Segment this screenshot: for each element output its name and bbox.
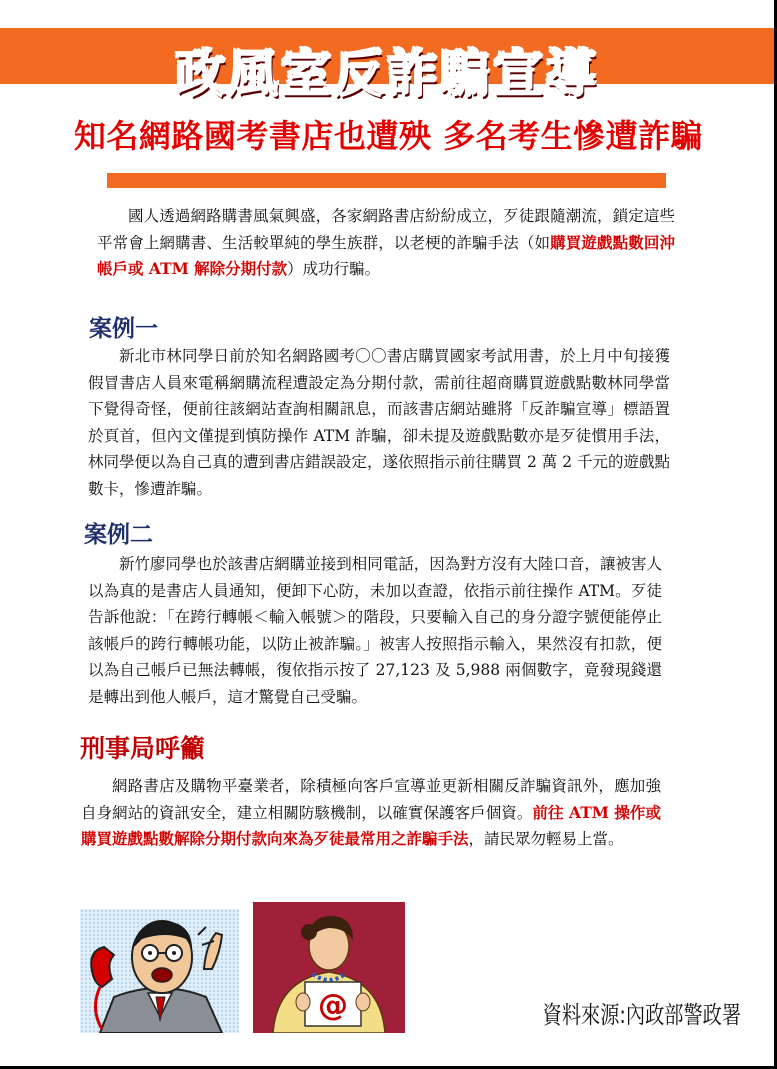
banner-title: 政風室反詐騙宣導 — [175, 45, 599, 103]
title-banner — [0, 28, 774, 103]
case2-heading: 案例二 — [84, 522, 153, 548]
case2-paragraph: 新竹廖同學也於該書店網購並接到相同電話，因為對方沒有大陸口音，讓被害人以為真的是書店人員通知，便卸下心防，未加以查證，依指示前往操作 ATM。歹徒告訴他說：「在跨行轉帳＜輸入帳號＞的階段，只要輸入自己的身分證字號便能停止該帳戶的跨行轉帳功能，以防止被詐騙。」被害人按照指示輸入，果然沒有扣款，便以為自己帳戶已無法轉帳，復依指示按了 27,123 及 5,988 兩個數字，竟發現錢還是轉出到他人帳戶，這才驚覺自己受騙。 — [88, 555, 662, 706]
cib-heading: 刑事局呼籲 — [80, 734, 206, 763]
cib-text-before: 網路書店及購物平臺業者，除積極向客戶宣導並更新相關反詐騙資訊外，應加強自身網站的資訊安全，建立相關防駭機制，以確實保護客戶個資。 — [81, 777, 661, 822]
intro-text-after: ）成功行騙。 — [287, 260, 381, 278]
headline: 知名網路國考書店也遭殃 多名考生慘遭詐騙 — [73, 117, 704, 155]
cib-text-after: ，請民眾勿輕易上當。 — [468, 830, 624, 848]
intro-highlight: 購買遊戲點數回沖帳戶或 ATM 解除分期付款 — [97, 232, 675, 278]
phone-call-man-icon — [80, 909, 239, 1033]
email-reader-icon — [253, 902, 405, 1033]
svg-text:@: @ — [318, 988, 348, 1023]
cib-paragraph — [81, 773, 661, 853]
case1-paragraph: 新北市林同學日前於知名網路國考〇〇書店購買國家考試用書，於上月中旬接獲假冒書店人員來電稱網購流程遭設定為分期付款，需前往超商購買遊戲點數林同學當下覺得奇怪，便前往該網站查詢相關訊息，而該書店網站雖將「反詐騙宣導」標語置於頁首，但內文僅提到慎防操作 ATM 詐騙，卻未提及遊戲點數亦是歹徒慣用手法，林同學便以為自己真的遭到書店錯誤設定，遂依照指示前往購買 2 萬 2 千元的遊戲點數卡，慘遭詐騙。 — [88, 347, 670, 498]
headline-underline — [107, 173, 666, 188]
intro-paragraph — [97, 203, 675, 283]
case1-heading: 案例一 — [89, 316, 158, 342]
cib-highlight: 前往 ATM 操作或購買遊戲點數解除分期付款向來為歹徒最常用之詐騙手法 — [81, 802, 661, 848]
source-credit: 資料來源:內政部警政署 — [542, 1001, 741, 1029]
intro-text-before: 國人透過網路購書風氣興盛，各家網路書店紛紛成立，歹徒跟隨潮流，鎖定這些平常會上網購書、生活較單純的學生族群，以老梗的詐騙手法（如 — [97, 207, 675, 252]
